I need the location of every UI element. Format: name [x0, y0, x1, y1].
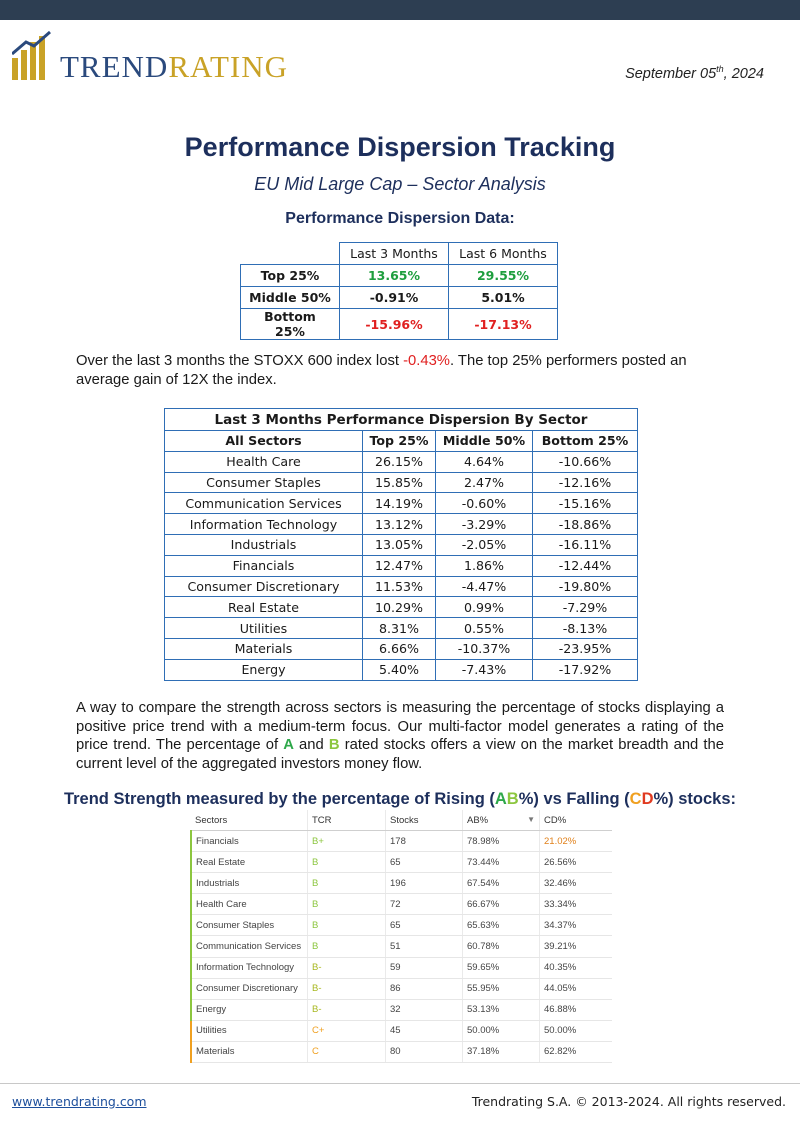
table-row: Consumer Staples 15.85% 2.47% -12.16% — [165, 472, 638, 493]
logo-text-rating: RATING — [168, 49, 288, 84]
table-row: Real Estate 10.29% 0.99% -7.29% — [165, 597, 638, 618]
table-caption: Last 3 Months Performance Dispersion By Sector — [165, 409, 638, 431]
trend-strength-table — [190, 810, 612, 1063]
column-header-stocks[interactable]: Stocks — [386, 810, 463, 831]
dispersion-table — [240, 242, 558, 340]
breadth-paragraph: A way to compare the strength across sectors is measuring the percentage of stocks displaying a positive price trend with a medium-term focus. Our multi-factor model generates a rating of the price trend. The percentage of A and B rated stocks offers a view on the market breadth and the current level of the aggregated investors money flow. — [76, 700, 724, 772]
table-row[interactable]: Health Care B 72 66.67% 33.34% — [191, 894, 612, 915]
column-header: All Sectors — [165, 431, 363, 452]
trendrating-logo — [12, 30, 302, 82]
table-row: Financials 12.47% 1.86% -12.44% — [165, 555, 638, 576]
table-row[interactable]: Industrials B 196 67.54% 32.46% — [191, 873, 612, 894]
table-row: Energy 5.40% -7.43% -17.92% — [165, 659, 638, 680]
column-header: Middle 50% — [436, 431, 533, 452]
table-row[interactable]: Communication Services B 51 60.78% 39.21% — [191, 936, 612, 957]
report-date: September 05th, 2024 — [625, 64, 764, 82]
column-header-tcr[interactable]: TCR — [308, 810, 386, 831]
sort-desc-icon[interactable]: ▼ — [527, 814, 535, 824]
table-row: Middle 50% -0.91% 5.01% — [241, 287, 558, 309]
trend-strength-heading: Trend Strength measured by the percentage of Rising (AB%) vs Falling (CD%) stocks: — [63, 790, 737, 808]
table-row[interactable]: Real Estate B 65 73.44% 26.56% — [191, 852, 612, 873]
table-row: Bottom 25% -15.96% -17.13% — [241, 309, 558, 340]
column-header: Last 6 Months — [449, 243, 558, 265]
column-header: Top 25% — [363, 431, 436, 452]
table-row[interactable]: Utilities C+ 45 50.00% 50.00% — [191, 1020, 612, 1041]
footer-divider — [0, 1083, 800, 1084]
table-row: Industrials 13.05% -2.05% -16.11% — [165, 534, 638, 555]
table-row[interactable]: Financials B+ 178 78.98% 21.02% — [191, 831, 612, 852]
table-row: Information Technology 13.12% -3.29% -18.86% — [165, 514, 638, 535]
table-row[interactable]: Consumer Staples B 65 65.63% 34.37% — [191, 915, 612, 936]
copyright-text: Trendrating S.A. © 2013-2024. All rights reserved. — [471, 1094, 786, 1109]
table-row[interactable]: Energy B- 32 53.13% 46.88% — [191, 999, 612, 1020]
column-header: Last 3 Months — [340, 243, 449, 265]
dispersion-heading: Performance Dispersion Data: — [285, 210, 515, 227]
website-link[interactable]: www.trendrating.com — [12, 1094, 147, 1109]
table-row[interactable]: Information Technology B- 59 59.65% 40.35% — [191, 957, 612, 978]
logo-bars-icon — [12, 30, 54, 82]
table-row: Materials 6.66% -10.37% -23.95% — [165, 638, 638, 659]
table-row: Utilities 8.31% 0.55% -8.13% — [165, 618, 638, 639]
page-title: Performance Dispersion Tracking — [184, 132, 616, 162]
sector-dispersion-table — [164, 408, 638, 681]
index-paragraph: Over the last 3 months the STOXX 600 index lost -0.43%. The top 25% performers posted an average gain of 12X the index. — [76, 353, 687, 388]
table-row: Top 25% 13.65% 29.55% — [241, 265, 558, 287]
column-header: Bottom 25% — [533, 431, 638, 452]
table-row: Communication Services 14.19% -0.60% -15.16% — [165, 493, 638, 514]
table-row[interactable]: Consumer Discretionary B- 86 55.95% 44.05% — [191, 978, 612, 999]
column-header-ab[interactable]: AB% ▼ — [463, 810, 540, 831]
top-bar — [0, 0, 800, 20]
page-subtitle: EU Mid Large Cap – Sector Analysis — [254, 174, 546, 194]
column-header-cd[interactable]: CD% — [540, 810, 613, 831]
table-row: Health Care 26.15% 4.64% -10.66% — [165, 451, 638, 472]
column-header-sectors[interactable]: Sectors — [191, 810, 308, 831]
logo-text-trend: TREND — [60, 49, 169, 84]
table-row: Consumer Discretionary 11.53% -4.47% -19.80% — [165, 576, 638, 597]
table-row[interactable]: Materials C 80 37.18% 62.82% — [191, 1041, 612, 1062]
